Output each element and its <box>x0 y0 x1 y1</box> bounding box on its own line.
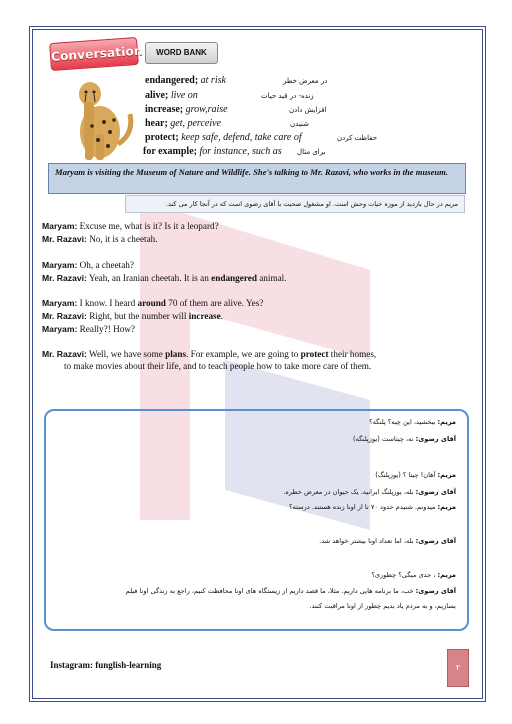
dialogue-line <box>42 310 223 322</box>
persian-text: بسازیم، و به مردم یاد بدیم چطور از اونا مراقبت کنند. <box>309 602 456 610</box>
word-bank-synonyms: get, perceive <box>170 118 221 129</box>
dialogue-text: I know. I heard <box>77 298 138 308</box>
dialogue-text: . For example, we are going to <box>186 349 301 359</box>
speaker-name: Mr. Razavi: <box>42 349 87 359</box>
persian-speaker: مریم: <box>437 571 456 579</box>
persian-line <box>289 502 456 512</box>
cheetah-illustration <box>60 74 134 162</box>
keyword: increase <box>188 311 221 321</box>
dialogue-text: to <box>64 361 74 371</box>
persian-text: نه، چیتاست (یوزپلنگه) <box>353 435 416 443</box>
page-number-tab: ۲ <box>447 649 469 687</box>
dialogue-line <box>42 272 287 284</box>
keyword: plans <box>165 349 187 359</box>
persian-text: خب، ما برنامه هایی داریم. مثلا، ما قصد داریم از زیستگاه های اونا محافظت کنیم، راجع به زندگی اونا فیلم <box>125 587 416 595</box>
word-bank-row <box>145 103 385 117</box>
persian-line <box>283 487 456 497</box>
persian-line <box>353 434 456 444</box>
dialogue-line <box>42 233 158 245</box>
persian-speaker: مریم: <box>437 471 456 479</box>
word-bank-row <box>145 74 385 88</box>
dialogue-text: Right, but the number will <box>86 311 189 321</box>
word-bank-persian: زنده- در قید حیات <box>261 92 314 100</box>
keyword: take <box>284 361 300 371</box>
conversation-badge-label: Conversation <box>50 43 144 64</box>
word-bank-term: increase; <box>145 104 184 115</box>
keyword: endangered <box>211 273 257 283</box>
word-bank-persian: در معرض خطر <box>283 77 328 85</box>
word-bank-row <box>145 131 385 145</box>
word-bank-persian: شنیدن <box>290 120 309 128</box>
word-bank-row <box>145 117 385 131</box>
dialogue-text: more <box>299 361 323 371</box>
persian-speaker: مریم: <box>437 418 456 426</box>
speaker-name: Mr. Razavi: <box>42 311 87 321</box>
speaker-name: Mr. Razavi: <box>42 273 87 283</box>
persian-text: بله، اما تعداد اونا بیشتر خواهد شد. <box>319 537 416 545</box>
dialogue-text: . <box>220 311 224 321</box>
keyword: care of <box>323 361 349 371</box>
persian-speaker: آقای رضوی: <box>415 435 456 443</box>
persian-speaker: آقای رضوی: <box>415 537 456 545</box>
dialogue-text: them. <box>348 361 372 371</box>
persian-line <box>126 586 456 596</box>
word-bank-term: alive; <box>145 90 169 101</box>
intro-persian: مریم در حال بازدید از موزه حیات وحش است. او مشغول صحبت با آقای رضوی است که در آنجا کار می کند. <box>125 195 465 213</box>
instagram-handle: Instagram: funglish-learning <box>50 660 162 670</box>
word-bank-synonyms: for instance, such as <box>199 146 282 157</box>
keyword: make movies <box>73 361 123 371</box>
dialogue-line <box>42 220 219 232</box>
word-bank-row <box>145 89 385 103</box>
word-bank-term: protect; <box>145 132 179 143</box>
dialogue-text: their homes, <box>328 349 377 359</box>
dialogue-text: Excuse me, what is it? Is it a leopard? <box>77 221 219 231</box>
word-bank-synonyms: grow,raise <box>185 104 228 115</box>
dialogue-line <box>64 360 371 372</box>
persian-line <box>309 601 456 611</box>
dialogue-text: about their life, and to teach people how to <box>122 361 285 371</box>
word-bank-persian: حفاظت کردن <box>337 134 378 142</box>
speaker-name: Maryam: <box>42 298 78 308</box>
dialogue-text: Oh, a cheetah? <box>77 260 134 270</box>
speaker-name: Mr. Razavi: <box>42 234 87 244</box>
speaker-name: Maryam: <box>42 324 78 334</box>
word-bank-button[interactable]: WORD BANK <box>145 42 218 64</box>
persian-text: ببخشید، این چیه؟ پلنگه؟ <box>369 418 438 426</box>
persian-speaker: آقای رضوی: <box>415 488 456 496</box>
persian-line <box>371 570 456 580</box>
word-bank-term: endangered; <box>145 75 199 86</box>
persian-text: بله، یوزپلنگ ایرانیه. یک حیوان در معرض خطره. <box>283 488 416 496</box>
word-bank-term: hear; <box>145 118 168 129</box>
word-bank-persian: برای مثال <box>297 148 326 156</box>
keyword: around <box>137 298 166 308</box>
word-bank-term: for example; <box>143 146 197 157</box>
persian-line <box>319 536 456 546</box>
persian-speaker: آقای رضوی: <box>415 587 456 595</box>
intro-box: Maryam is visiting the Museum of Nature and Wildlife. She's talking to Mr. Razavi, who works in the museum. <box>48 163 466 194</box>
word-bank-persian: افزایش دادن <box>289 106 327 114</box>
persian-text: ، جدی میگی؟ چطوری؟ <box>371 571 438 579</box>
keyword: protect <box>300 349 329 359</box>
dialogue-line <box>42 348 376 360</box>
persian-line <box>375 470 456 480</box>
persian-speaker: مریم: <box>437 503 456 511</box>
dialogue-text: Yeah, an Iranian cheetah. It is an <box>86 273 212 283</box>
persian-text: میدونم. شنیدم حدود ۷۰ تا از اونا زنده هستند. درسته؟ <box>289 503 438 511</box>
dialogue-text: Really?! How? <box>77 324 136 334</box>
word-bank-row <box>143 145 383 159</box>
speaker-name: Maryam: <box>42 221 78 231</box>
dialogue-text: Well, we have some <box>86 349 166 359</box>
word-bank-synonyms: keep safe, defend, take care of <box>181 132 302 143</box>
persian-text: آهان! چیتا ؟ (یوزپلنگ) <box>375 471 438 479</box>
dialogue-text: No, it is a cheetah. <box>86 234 158 244</box>
dialogue-text: animal. <box>256 273 287 283</box>
dialogue-line <box>42 259 134 271</box>
word-bank-synonyms: at risk <box>200 75 226 86</box>
dialogue-text: 70 of them are alive. Yes? <box>165 298 264 308</box>
speaker-name: Maryam: <box>42 260 78 270</box>
persian-line <box>369 417 456 427</box>
word-bank-synonyms: live on <box>170 90 198 101</box>
dialogue-line <box>42 297 263 309</box>
dialogue-line <box>42 323 135 335</box>
